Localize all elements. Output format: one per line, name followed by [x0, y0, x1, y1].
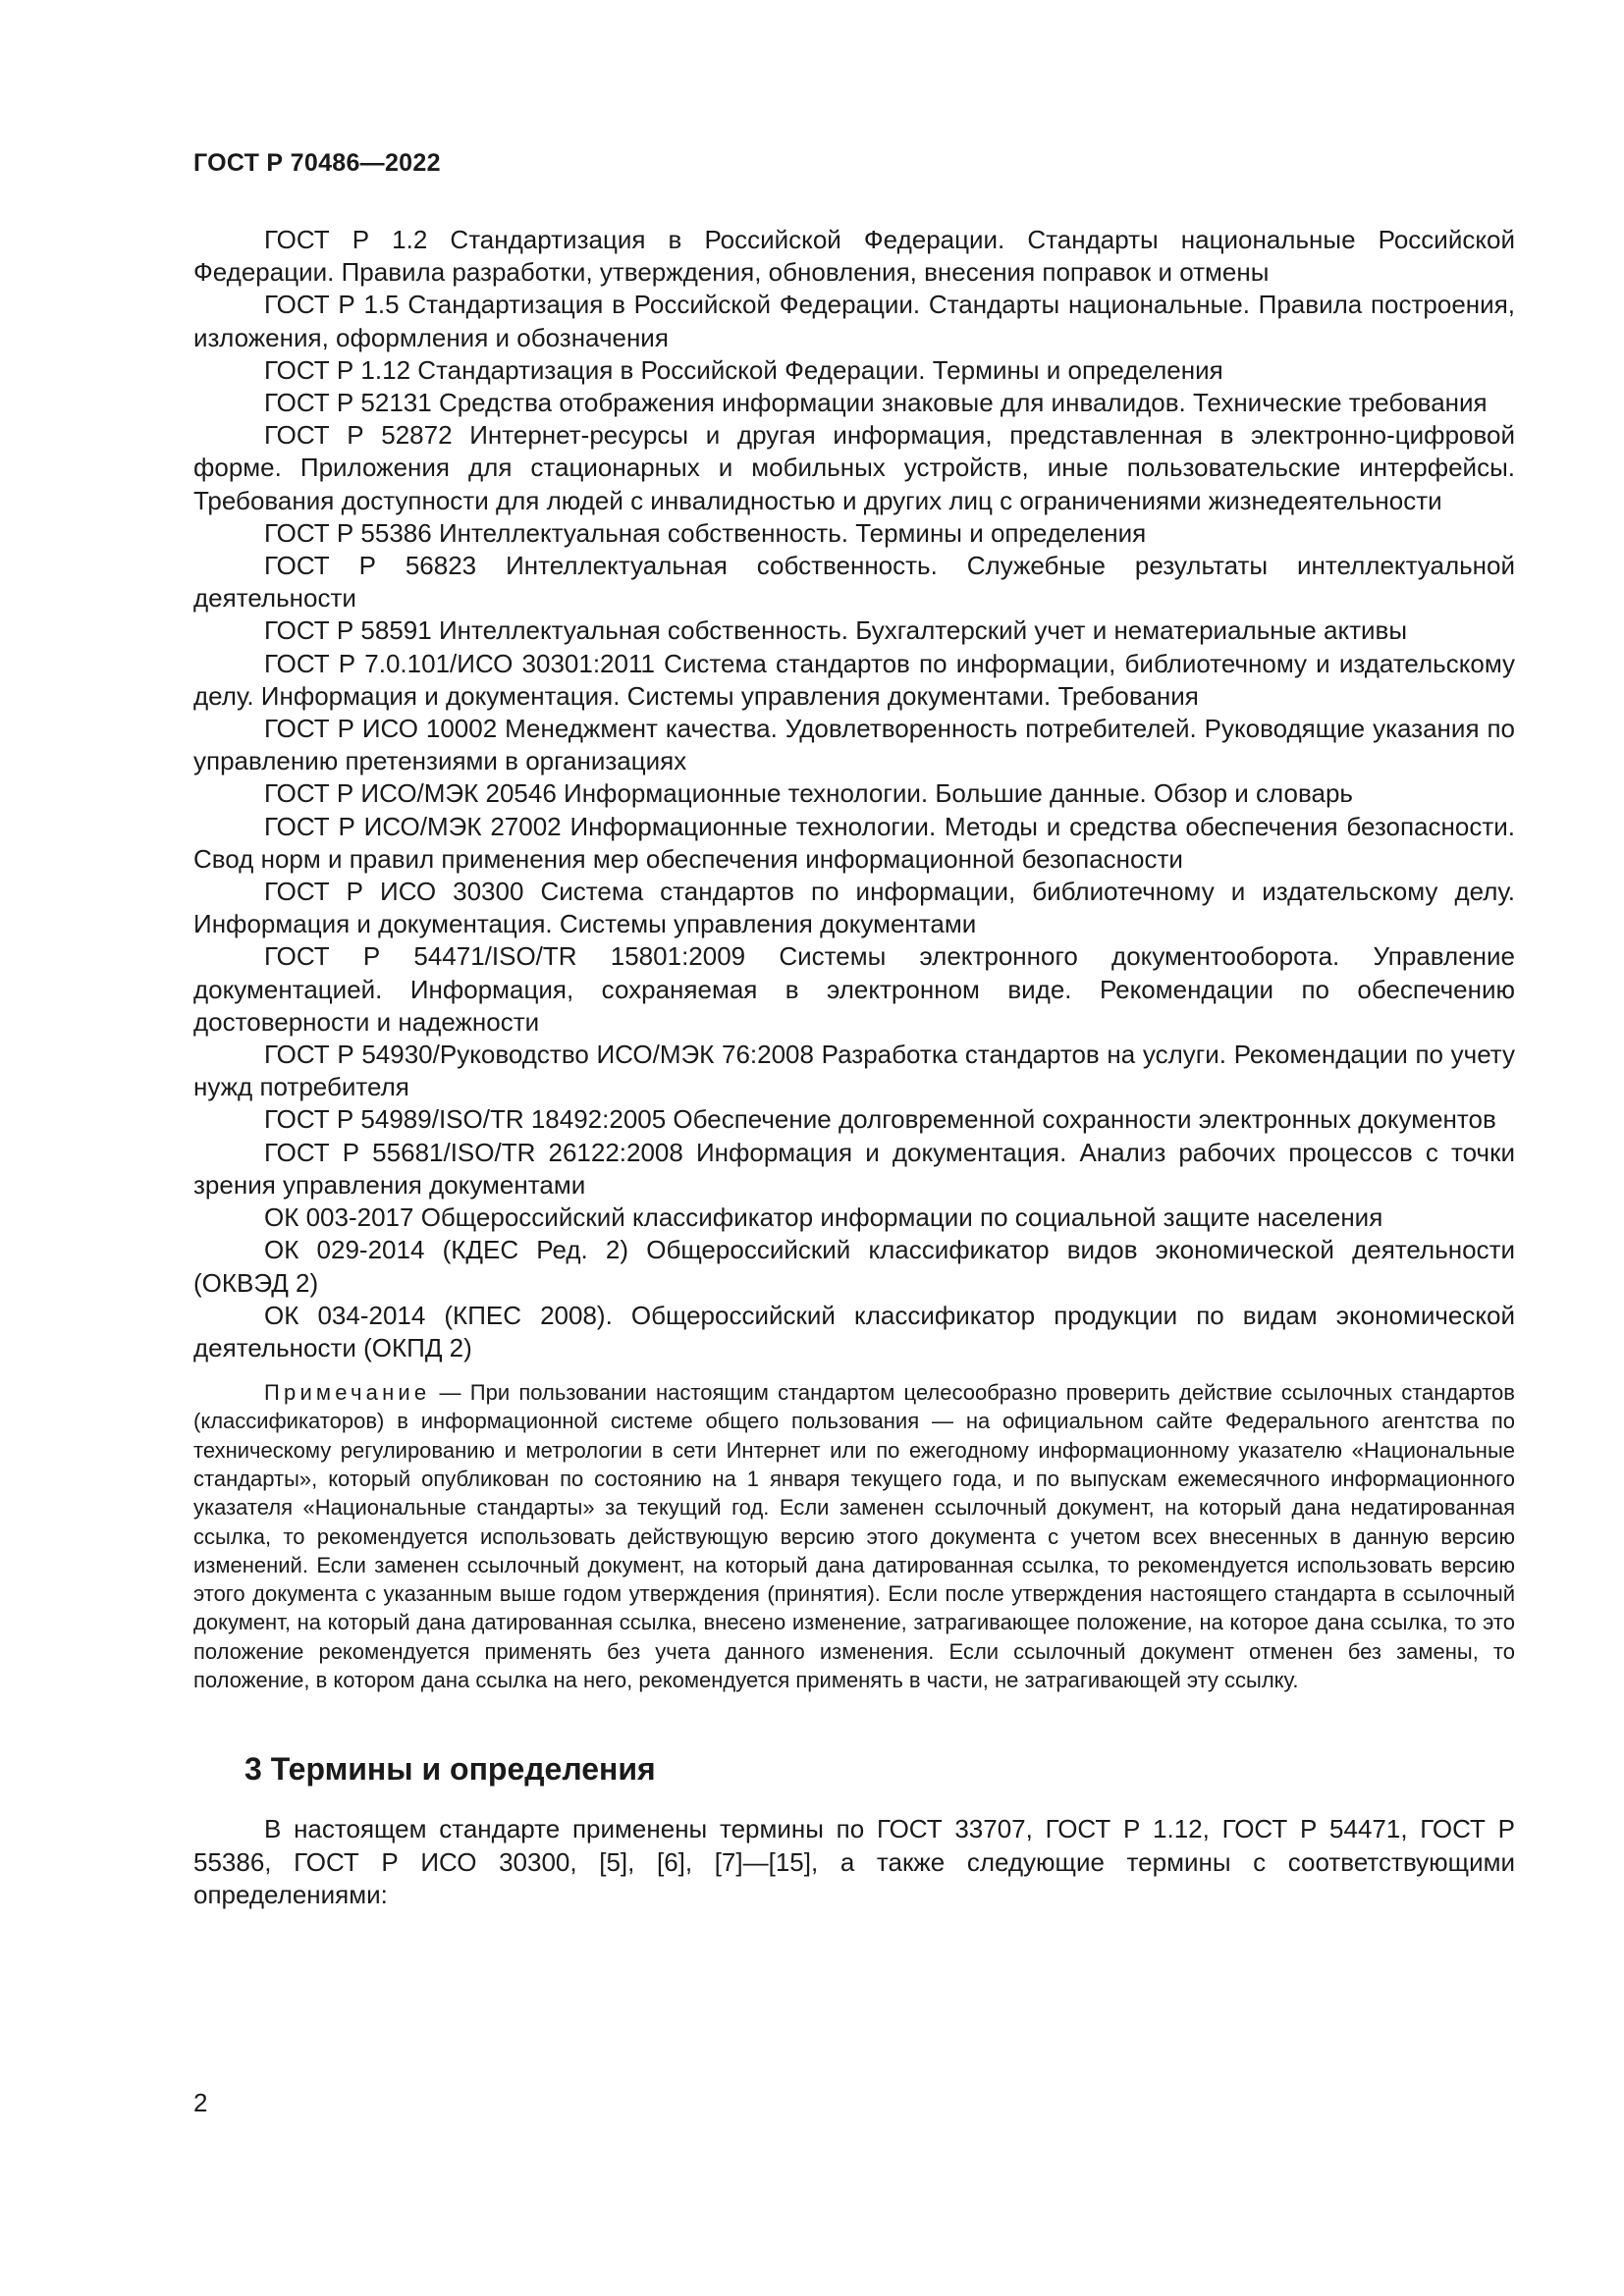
page-number: 2	[193, 2088, 208, 2117]
references-note	[193, 1378, 1515, 1694]
reference-item: ГОСТ Р 52131 Средства отображения информации знаковые для инвалидов. Технические требования	[264, 388, 1488, 418]
reference-item: ОК 003-2017 Общероссийский классификатор информации по социальной защите населения	[264, 1202, 1383, 1233]
reference-item: ГОСТ Р 1.12 Стандартизация в Российской Федерации. Термины и определения	[264, 354, 1223, 385]
reference-item: ГОСТ Р 54989/ISO/TR 18492:2005 Обеспечение долговременной сохранности электронных документов	[264, 1104, 1496, 1135]
reference-item: ОК 034-2014 (КПЕС 2008). Общероссийский классификатор продукции по видам экономической деятельности (ОКПД 2)	[193, 1300, 1515, 1362]
page-content	[193, 224, 1515, 1911]
normative-references-list	[193, 224, 1515, 1364]
reference-item: ГОСТ Р 54930/Руководство ИСО/МЭК 76:2008 Разработка стандартов на услуги. Рекомендации по учету нужд потребителя	[193, 1040, 1515, 1102]
reference-item: ГОСТ Р 7.0.101/ИСО 30301:2011 Система стандартов по информации, библиотечному и издательскому делу. Информация и документация. Системы управления документами. Требования	[193, 648, 1515, 711]
document-header: ГОСТ Р 70486—2022	[193, 149, 441, 177]
reference-item: ГОСТ Р 56823 Интеллектуальная собственность. Служебные результаты интеллектуальной деятельности	[193, 551, 1515, 614]
reference-item: ГОСТ Р 1.2 Стандартизация в Российской Федерации. Стандарты национальные Российской Федерации. Правила разработки, утверждения, обновления, внесения поправок и отмены	[193, 225, 1515, 288]
section-body: В настоящем стандарте применены термины по ГОСТ 33707, ГОСТ Р 1.12, ГОСТ Р 54471, ГОСТ Р 55386, ГОСТ Р ИСО 30300, [5], [6], [7]—[15], а также следующие термины с соответствующими определениями:	[193, 1814, 1515, 1909]
reference-item: ГОСТ Р ИСО 30300 Система стандартов по информации, библиотечному и издательскому делу. Информация и документация. Системы управления документами	[193, 877, 1515, 939]
reference-item: ГОСТ Р 55386 Интеллектуальная собственность. Термины и определения	[264, 517, 1147, 548]
reference-item: ГОСТ Р 58591 Интеллектуальная собственность. Бухгалтерский учет и нематериальные активы	[264, 615, 1408, 646]
reference-item: ГОСТ Р 55681/ISO/TR 26122:2008 Информация и документация. Анализ рабочих процессов с точки зрения управления документами	[193, 1137, 1515, 1200]
section-title: 3 Термины и определения	[244, 1751, 656, 1788]
reference-item: ГОСТ Р ИСО/МЭК 27002 Информационные технологии. Методы и средства обеспечения безопасности. Свод норм и правил применения мер обеспечения информационной безопасности	[193, 811, 1515, 874]
reference-item: ОК 029-2014 (КДЕС Ред. 2) Общероссийский классификатор видов экономической деятельности (ОКВЭД 2)	[193, 1235, 1515, 1298]
reference-item: ГОСТ Р ИСО/МЭК 20546 Информационные технологии. Большие данные. Обзор и словарь	[264, 778, 1353, 809]
reference-item: ГОСТ Р 1.5 Стандартизация в Российской Федерации. Стандарты национальные. Правила построения, изложения, оформления и обозначения	[193, 290, 1515, 352]
note-text: При пользовании настоящим стандартом целесообразно проверить действие ссылочных стандартов (классификаторов) в информационной системе общего пользования — на официальном сайте Федерального агентства по техническому регулированию и метрологии в сети Интернет или по ежегодному информационному указателю «Национальные стандарты», который опубликован по состоянию на 1 января текущего года, и по выпускам ежемесячного информационного указателя «Национальные стандарты» за текущий год. Если заменен ссылочный документ, на который дана недатированная ссылка, то рекомендуется использовать действующую версию этого документа с учетом всех внесенных в данную версию изменений. Если заменен ссылочный документ, на который дана датированная ссылка, то рекомендуется использовать версию этого документа с указанным выше годом утверждения (принятия). Если после утверждения настоящего стандарта в ссылочный документ, на который дана датированная ссылка, внесено изменение, затрагивающее положение, на которое дана ссылка, то это положение рекомендуется применять без учета данного изменения. Если ссылочный документ отменен без замены, то положение, в котором дана ссылка на него, рекомендуется применять в части, не затрагивающей эту ссылку.	[193, 1380, 1515, 1693]
reference-item: ГОСТ Р ИСО 10002 Менеджмент качества. Удовлетворенность потребителей. Руководящие указания по управлению претензиями в организациях	[193, 714, 1515, 776]
reference-item: ГОСТ Р 52872 Интернет-ресурсы и другая информация, представленная в электронно-цифровой форме. Приложения для стационарных и мобильных устройств, иные пользовательские интерфейсы. Требования доступности для людей с инвалидностью и других лиц с ограничениями жизнедеятельности	[193, 420, 1515, 515]
reference-item: ГОСТ Р 54471/ISO/TR 15801:2009 Системы электронного документооборота. Управление документацией. Информация, сохраняемая в электронном виде. Рекомендации по обеспечению достоверности и надежности	[193, 941, 1515, 1037]
note-dash: —	[430, 1380, 470, 1406]
note-label: Примечание	[264, 1380, 431, 1406]
